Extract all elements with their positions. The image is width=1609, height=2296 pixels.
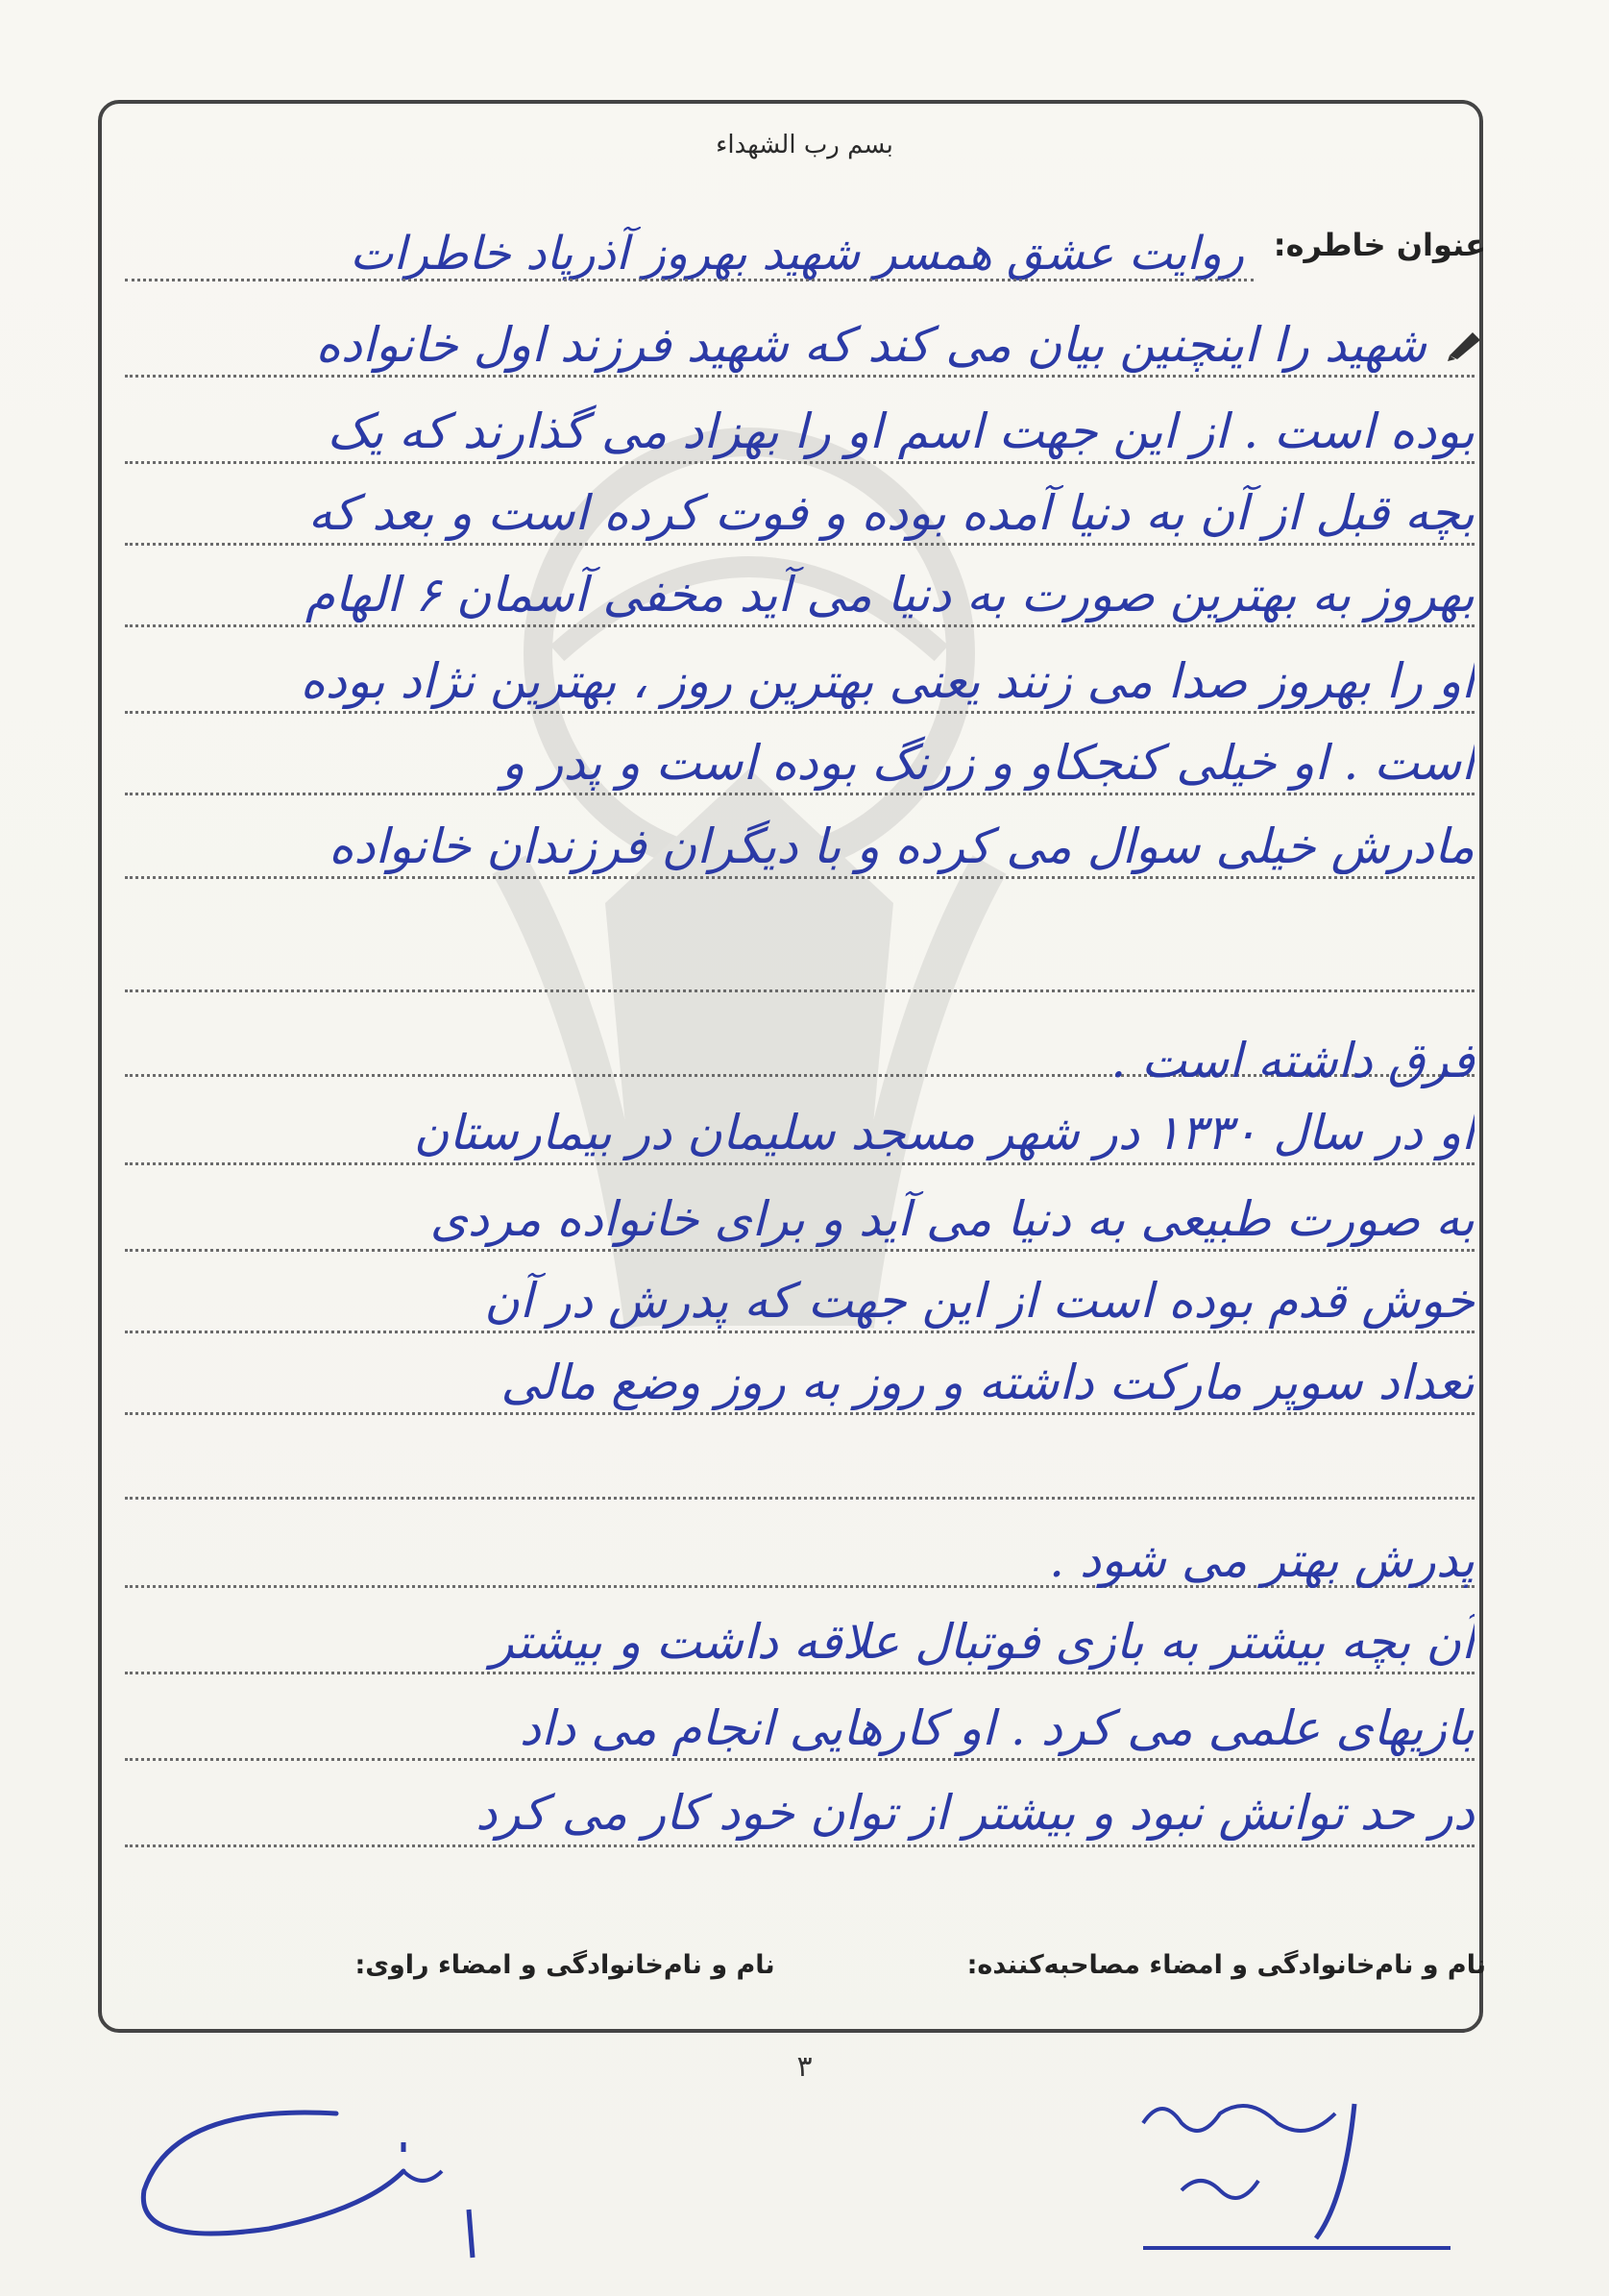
page-number: ۳ <box>796 2050 813 2084</box>
ruled-line <box>125 1672 1475 1674</box>
ruled-line <box>125 624 1475 627</box>
handwritten-line: مادرش خیلی سوال می کرده و با دیگران فرزندان خانواده <box>329 818 1475 874</box>
ruled-line <box>125 793 1475 795</box>
subject-value: روایت عشق همسر شهید بهروز آذرپاد خاطرات <box>350 227 1244 281</box>
handwritten-line: بهروز به بهترین صورت به دنیا می آید مخفی آسمان ۶ الهام <box>305 567 1475 623</box>
handwritten-line: خوش قدم بوده است از این جهت که پدرش در آن <box>484 1273 1475 1329</box>
ruled-line <box>125 1331 1475 1333</box>
handwritten-line: بوده است . از این جهت اسم او را بهزاد می گذارند که یک <box>327 403 1475 459</box>
interviewer-signature <box>115 2075 500 2267</box>
ruled-line <box>125 461 1475 464</box>
ruled-line <box>125 989 1475 992</box>
handwritten-line: بچه قبل از آن به دنیا آمده بوده و فوت کرده است و بعد که <box>307 485 1475 541</box>
ruled-line <box>125 711 1475 714</box>
subject-label: عنوان خاطره: <box>1273 227 1486 263</box>
ruled-line <box>125 1758 1475 1761</box>
ruled-line <box>125 1497 1475 1500</box>
narrator-signature <box>1124 2085 1470 2277</box>
handwritten-line: او در سال ۱۳۳۰ در شهر مسجد سلیمان در بیمارستان <box>413 1105 1475 1160</box>
pencil-icon <box>1446 327 1484 361</box>
ruled-line <box>125 375 1475 378</box>
handwritten-line: پدرش بهتر می شود . <box>1049 1532 1475 1588</box>
handwritten-line: است . او خیلی کنجکاو و زرنگ بوده است و پدر و <box>501 735 1475 791</box>
page-header-title: بسم رب الشهداء <box>716 131 893 159</box>
ruled-line <box>125 1249 1475 1252</box>
handwritten-line: بازیهای علمی می کرد . او کارهایی انجام می داد <box>519 1700 1475 1756</box>
handwritten-line: آن بچه بیشتر به بازی فوتبال علاقه داشت و بیشتر <box>490 1614 1475 1670</box>
ruled-line <box>125 1162 1475 1165</box>
ruled-line <box>125 543 1475 546</box>
handwritten-line: او را بهروز صدا می زنند یعنی بهترین روز ، بهترین نژاد بوده <box>300 653 1475 709</box>
handwritten-line: فرق داشته است . <box>1110 1033 1475 1088</box>
narrator-signature-label: نام و نام‌خانوادگی و امضاء راوی: <box>354 1950 775 1980</box>
interviewer-signature-label: نام و نام‌خانوادگی و امضاء مصاحبه‌کننده: <box>966 1950 1486 1980</box>
handwritten-line: در حد توانش نبود و بیشتر از توان خود کار می کرد <box>475 1785 1475 1841</box>
handwritten-line: به صورت طبیعی به دنیا می آید و برای خانواده مردی <box>429 1191 1475 1247</box>
handwritten-line: تعداد سوپر مارکت داشته و روز به روز وضع مالی <box>500 1355 1475 1410</box>
subject-dotted-line <box>125 279 1254 281</box>
ruled-line <box>125 876 1475 879</box>
signature-labels-row <box>125 1950 1486 1980</box>
ruled-line <box>125 1844 1475 1847</box>
handwritten-line: شهید را اینچنین بیان می کند که شهید فرزند اول خانواده <box>315 317 1426 373</box>
ruled-line <box>125 1412 1475 1415</box>
